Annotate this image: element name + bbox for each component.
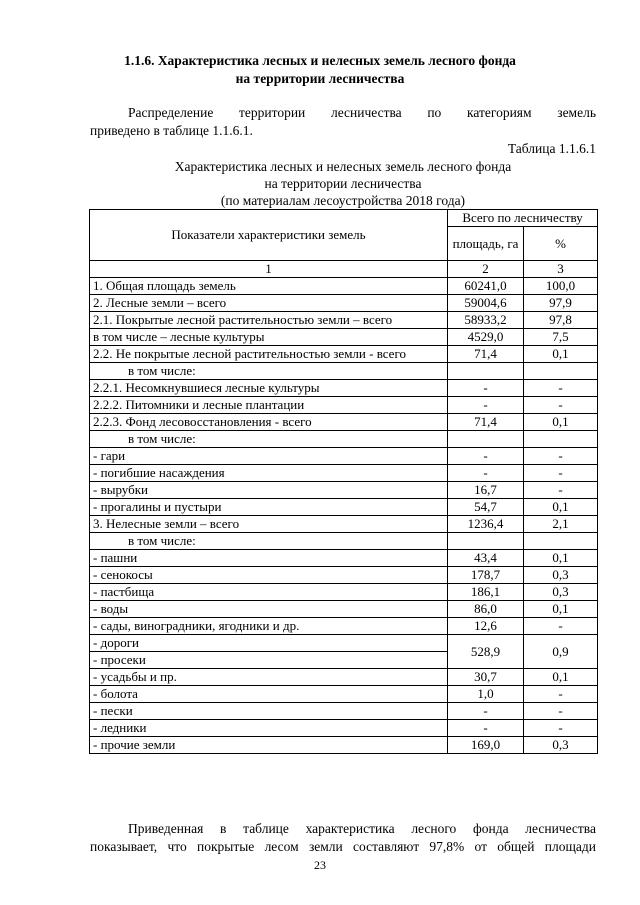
table-row bbox=[90, 397, 598, 414]
row-pct bbox=[524, 431, 598, 448]
table-row bbox=[90, 584, 598, 601]
row-label: - сады, виноградники, ягодники и др. bbox=[90, 618, 448, 635]
table-row bbox=[90, 482, 598, 499]
table-row bbox=[90, 516, 598, 533]
row-area: 1236,4 bbox=[448, 516, 524, 533]
row-pct: 0,1 bbox=[524, 346, 598, 363]
row-label: - гари bbox=[90, 448, 448, 465]
table-row bbox=[90, 448, 598, 465]
row-pct: 0,3 bbox=[524, 567, 598, 584]
row-area: - bbox=[448, 380, 524, 397]
table-row bbox=[90, 312, 598, 329]
intro-paragraph-line2: приведено в таблице 1.1.6.1. bbox=[90, 123, 253, 138]
header-area: площадь, га bbox=[448, 227, 524, 261]
row-label: - прогалины и пустыри bbox=[90, 499, 448, 516]
row-label: - сенокосы bbox=[90, 567, 448, 584]
table-row bbox=[90, 278, 598, 295]
row-label: в том числе – лесные культуры bbox=[90, 329, 448, 346]
table-row bbox=[90, 414, 598, 431]
row-label: - просеки bbox=[90, 652, 448, 669]
row-label: 2.2.3. Фонд лесовосстановления - всего bbox=[90, 414, 448, 431]
table-row bbox=[90, 601, 598, 618]
table-caption bbox=[90, 158, 596, 209]
land-characteristics-table bbox=[89, 209, 598, 754]
row-pct: 0,9 bbox=[524, 635, 598, 669]
row-area: 186,1 bbox=[448, 584, 524, 601]
row-pct: 0,3 bbox=[524, 737, 598, 754]
table-row bbox=[90, 703, 598, 720]
row-pct: 7,5 bbox=[524, 329, 598, 346]
header-indicator: Показатели характеристики земель bbox=[90, 210, 448, 261]
row-label: в том числе: bbox=[90, 431, 448, 448]
row-area: 71,4 bbox=[448, 346, 524, 363]
table-row bbox=[90, 295, 598, 312]
footer-paragraph-line1: Приведенная в таблице характеристика лесного фонда лесничества bbox=[128, 821, 596, 836]
table-row bbox=[90, 635, 598, 652]
row-pct: - bbox=[524, 720, 598, 737]
row-pct: 0,1 bbox=[524, 601, 598, 618]
row-pct: - bbox=[524, 465, 598, 482]
row-area: 16,7 bbox=[448, 482, 524, 499]
col-num-1: 1 bbox=[90, 261, 448, 278]
row-pct: - bbox=[524, 448, 598, 465]
table-row bbox=[90, 363, 598, 380]
section-heading bbox=[60, 52, 580, 88]
row-label: 1. Общая площадь земель bbox=[90, 278, 448, 295]
row-label: - прочие земли bbox=[90, 737, 448, 754]
row-label: - погибшие насаждения bbox=[90, 465, 448, 482]
row-area: 54,7 bbox=[448, 499, 524, 516]
row-label: 2. Лесные земли – всего bbox=[90, 295, 448, 312]
section-heading-line2: на территории лесничества bbox=[235, 71, 405, 86]
row-pct: 0,3 bbox=[524, 584, 598, 601]
row-area: 58933,2 bbox=[448, 312, 524, 329]
footer-paragraph-line2: показывает, что покрытые лесом земли составляют 97,8% от общей площади bbox=[90, 839, 596, 854]
table-row bbox=[90, 737, 598, 754]
row-label: 2.2.1. Несомкнувшиеся лесные культуры bbox=[90, 380, 448, 397]
table-row bbox=[90, 533, 598, 550]
row-area: - bbox=[448, 448, 524, 465]
row-area: 528,9 bbox=[448, 635, 524, 669]
row-label: - пастбища bbox=[90, 584, 448, 601]
table-row bbox=[90, 346, 598, 363]
col-num-2: 2 bbox=[448, 261, 524, 278]
row-pct: - bbox=[524, 397, 598, 414]
row-label: - воды bbox=[90, 601, 448, 618]
row-label: в том числе: bbox=[90, 533, 448, 550]
intro-paragraph-line1: Распределение территории лесничества по категориям земель bbox=[128, 105, 596, 120]
table-row bbox=[90, 669, 598, 686]
row-pct: - bbox=[524, 686, 598, 703]
row-label: 2.2.2. Питомники и лесные плантации bbox=[90, 397, 448, 414]
row-pct: - bbox=[524, 703, 598, 720]
table-row bbox=[90, 686, 598, 703]
row-label: - усадьбы и пр. bbox=[90, 669, 448, 686]
table-caption-line1: Характеристика лесных и нелесных земель лесного фонда bbox=[174, 159, 512, 174]
table-row bbox=[90, 499, 598, 516]
section-heading-line1: 1.1.6. Характеристика лесных и нелесных земель лесного фонда bbox=[124, 53, 516, 68]
row-label: - вырубки bbox=[90, 482, 448, 499]
row-pct: 0,1 bbox=[524, 499, 598, 516]
row-area: 30,7 bbox=[448, 669, 524, 686]
row-label: - болота bbox=[90, 686, 448, 703]
row-area: - bbox=[448, 720, 524, 737]
row-pct: 0,1 bbox=[524, 550, 598, 567]
row-area: 12,6 bbox=[448, 618, 524, 635]
row-area: 178,7 bbox=[448, 567, 524, 584]
row-label: в том числе: bbox=[90, 363, 448, 380]
row-area bbox=[448, 533, 524, 550]
row-area bbox=[448, 431, 524, 448]
row-area: - bbox=[448, 703, 524, 720]
row-area: - bbox=[448, 397, 524, 414]
table-number: Таблица 1.1.6.1 bbox=[507, 141, 596, 156]
col-num-3: 3 bbox=[524, 261, 598, 278]
row-pct bbox=[524, 533, 598, 550]
row-pct: 97,8 bbox=[524, 312, 598, 329]
row-label: 2.2. Не покрытые лесной растительностью земли - всего bbox=[90, 346, 448, 363]
row-area: 43,4 bbox=[448, 550, 524, 567]
row-label: 3. Нелесные земли – всего bbox=[90, 516, 448, 533]
row-pct: 97,9 bbox=[524, 295, 598, 312]
table-row bbox=[90, 329, 598, 346]
table-row bbox=[90, 380, 598, 397]
row-pct: - bbox=[524, 482, 598, 499]
row-area: - bbox=[448, 465, 524, 482]
row-pct: 2,1 bbox=[524, 516, 598, 533]
row-area: 71,4 bbox=[448, 414, 524, 431]
table-row bbox=[90, 567, 598, 584]
page-number: 23 bbox=[314, 858, 326, 872]
row-area: 60241,0 bbox=[448, 278, 524, 295]
row-area: 59004,6 bbox=[448, 295, 524, 312]
row-area bbox=[448, 363, 524, 380]
row-label: - ледники bbox=[90, 720, 448, 737]
table-caption-line3: (по материалам лесоустройства 2018 года) bbox=[220, 193, 466, 208]
row-label: 2.1. Покрытые лесной растительностью земли – всего bbox=[90, 312, 448, 329]
header-total: Всего по лесничеству bbox=[448, 210, 598, 227]
row-label: - пески bbox=[90, 703, 448, 720]
row-area: 86,0 bbox=[448, 601, 524, 618]
table-row bbox=[90, 550, 598, 567]
table-row bbox=[90, 465, 598, 482]
row-pct: - bbox=[524, 380, 598, 397]
row-pct: 0,1 bbox=[524, 669, 598, 686]
row-area: 1,0 bbox=[448, 686, 524, 703]
row-area: 4529,0 bbox=[448, 329, 524, 346]
header-pct: % bbox=[524, 227, 598, 261]
row-label: - пашни bbox=[90, 550, 448, 567]
row-pct: - bbox=[524, 618, 598, 635]
row-pct: 100,0 bbox=[524, 278, 598, 295]
table-row bbox=[90, 431, 598, 448]
row-area: 169,0 bbox=[448, 737, 524, 754]
table-row bbox=[90, 618, 598, 635]
table-row bbox=[90, 720, 598, 737]
row-pct bbox=[524, 363, 598, 380]
table-caption-line2: на территории лесничества bbox=[264, 176, 422, 191]
row-label: - дороги bbox=[90, 635, 448, 652]
row-pct: 0,1 bbox=[524, 414, 598, 431]
